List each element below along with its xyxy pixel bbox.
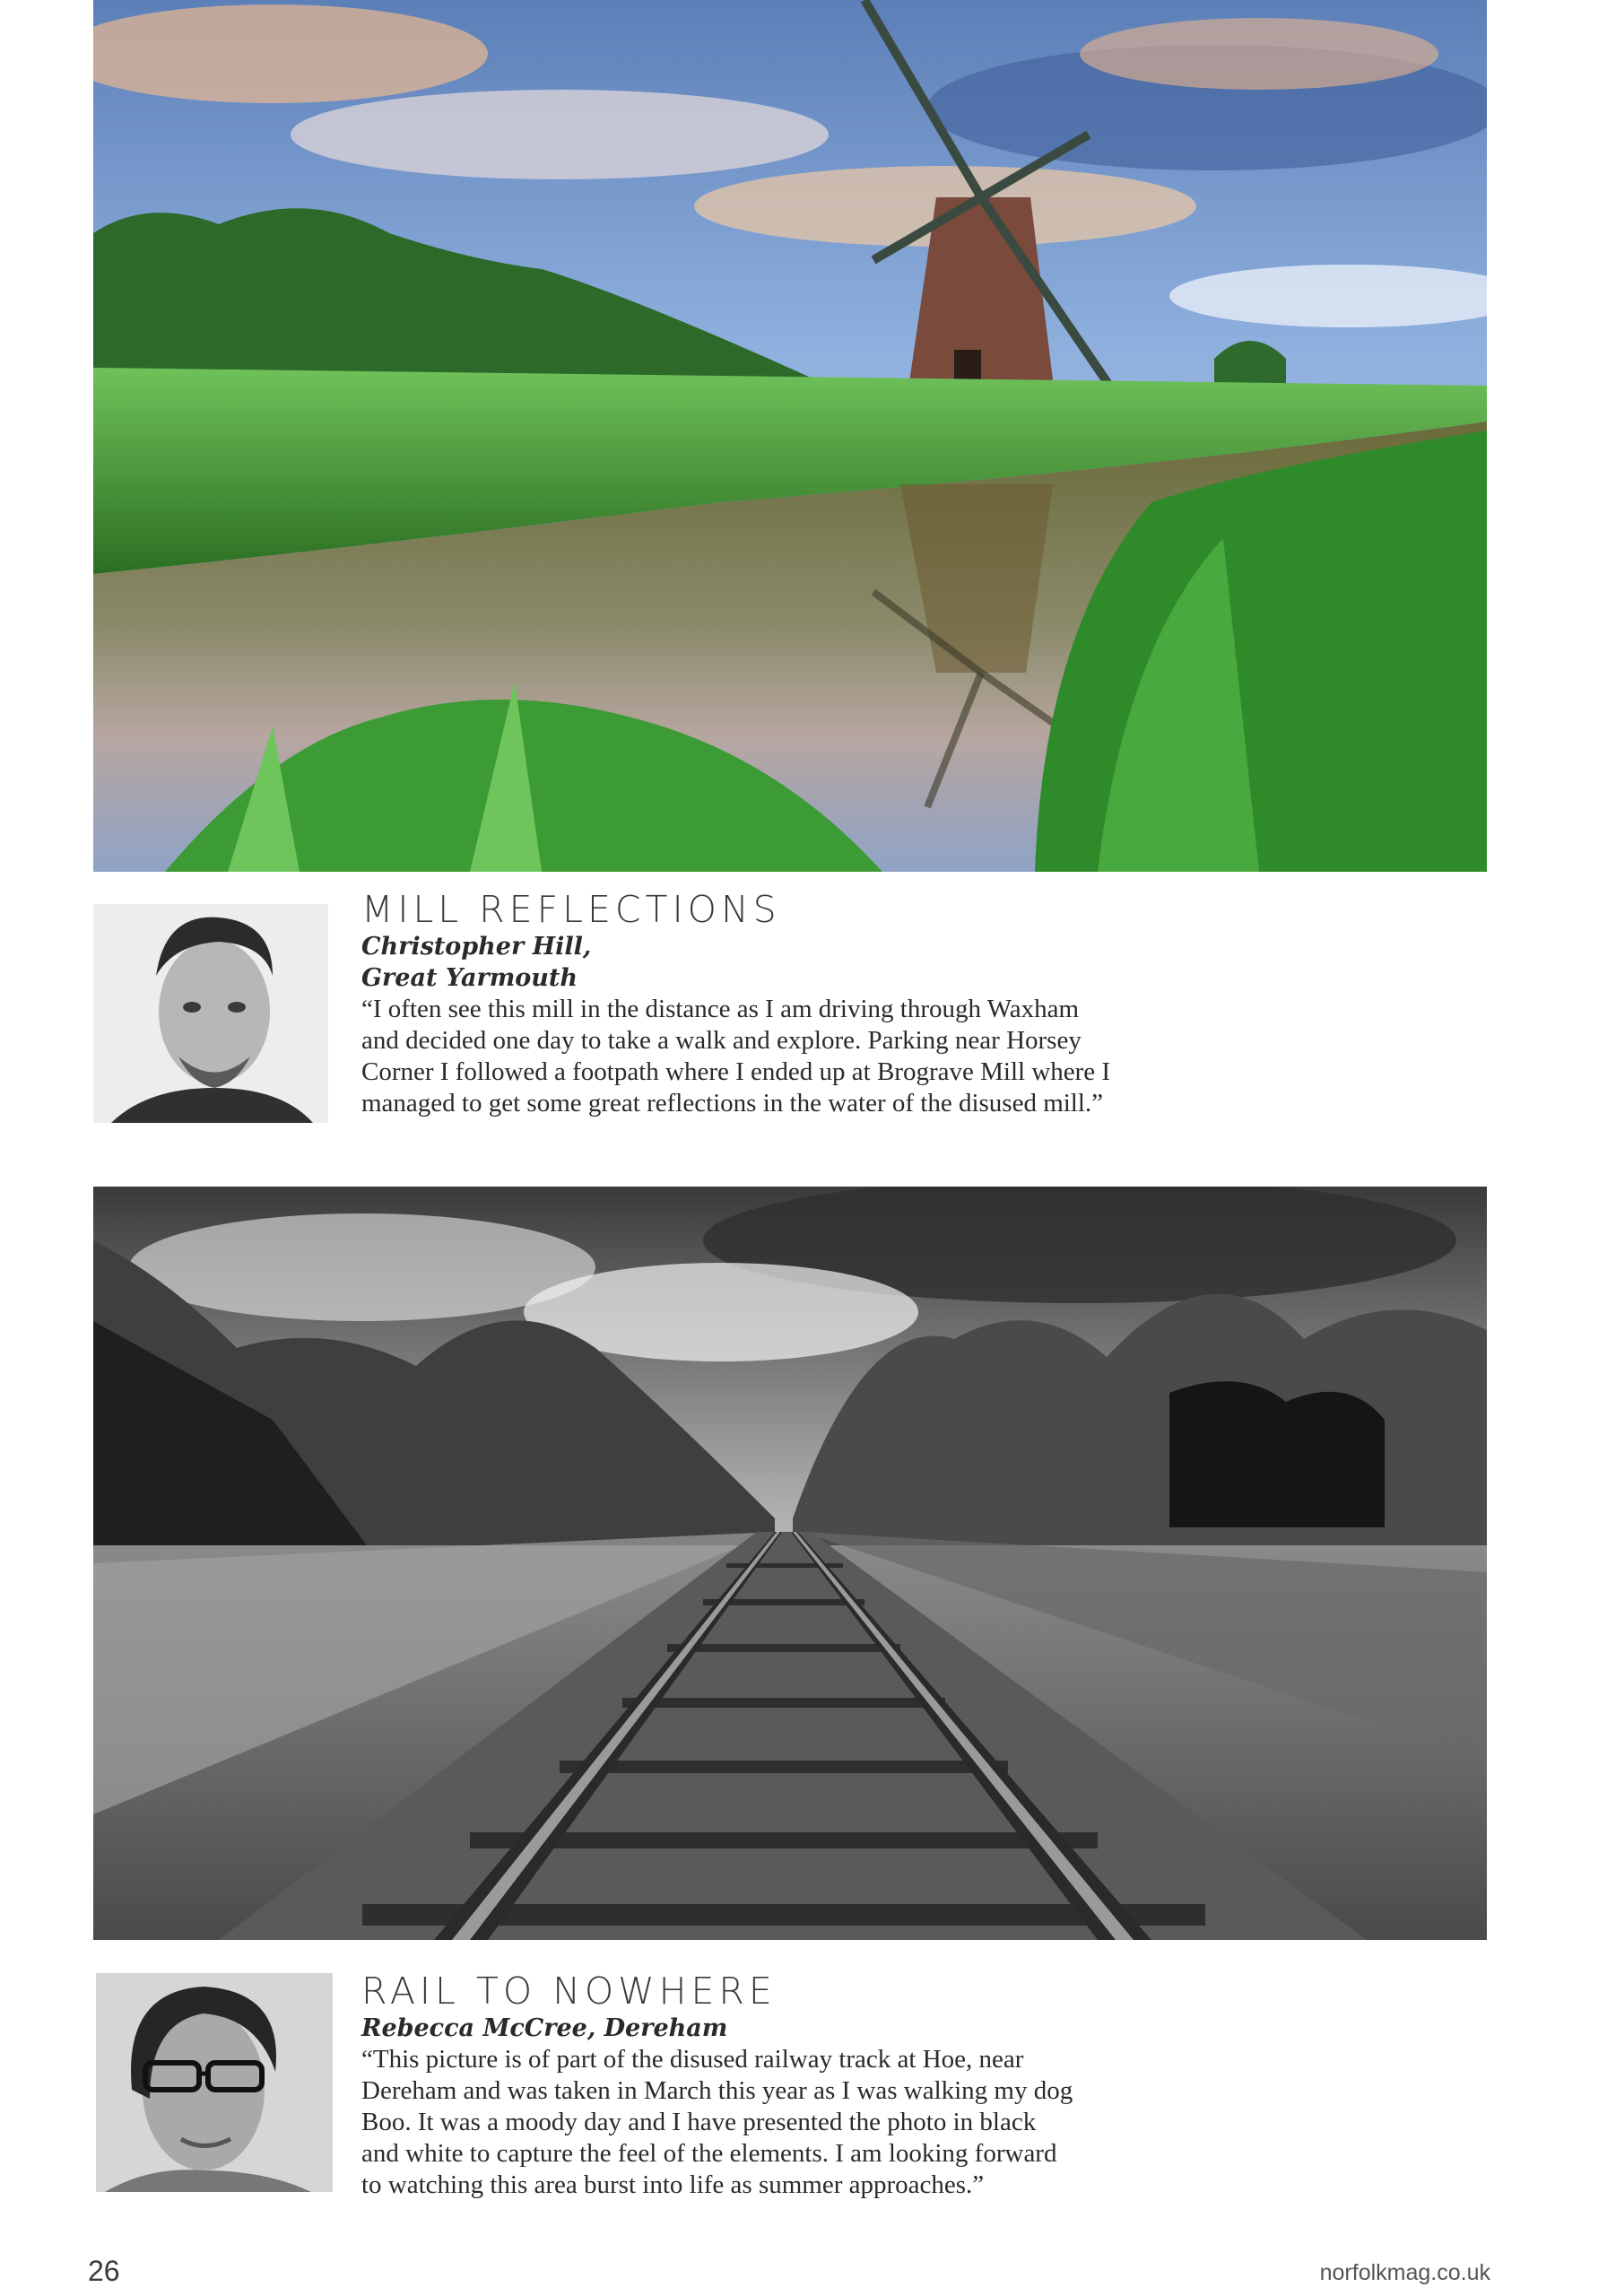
quote-line: and decided one day to take a walk and explore. Parking near Horsey bbox=[361, 1026, 1082, 1055]
rail-to-nowhere-entry bbox=[361, 1970, 1151, 2201]
photographer-quote bbox=[361, 2044, 1151, 2201]
site-url: norfolkmag.co.uk bbox=[1319, 2260, 1490, 2285]
page-number: 26 bbox=[88, 2255, 120, 2287]
quote-line: “I often see this mill in the distance as I am driving through Waxham bbox=[361, 995, 1080, 1023]
entry-title: RAIL TO NOWHERE bbox=[361, 1970, 777, 2013]
photographer-byline bbox=[361, 931, 1151, 994]
quote-line: Boo. It was a moody day and I have presented the photo in black bbox=[361, 2108, 1037, 2136]
quote-line: to watching this area burst into life as summer approaches.” bbox=[361, 2170, 985, 2199]
mill-reflections-entry bbox=[361, 888, 1151, 1119]
rail-to-nowhere-photo bbox=[93, 1187, 1487, 1940]
quote-line: Dereham and was taken in March this year as I was walking my dog bbox=[361, 2076, 1073, 2105]
mill-reflections-photo bbox=[93, 0, 1487, 872]
photographer-byline bbox=[361, 2013, 1151, 2044]
quote-line: and white to capture the feel of the elements. I am looking forward bbox=[361, 2139, 1057, 2168]
rebecca-mccree-portrait bbox=[96, 1973, 333, 2192]
byline-line: Great Yarmouth bbox=[361, 964, 578, 992]
quote-line: Corner I followed a footpath where I ended up at Brograve Mill where I bbox=[361, 1057, 1111, 1086]
quote-line: managed to get some great reflections in the water of the disused mill.” bbox=[361, 1089, 1104, 1118]
photographer-quote bbox=[361, 994, 1151, 1119]
entry-title: MILL REFLECTIONS bbox=[361, 888, 781, 931]
quote-line: “This picture is of part of the disused railway track at Hoe, near bbox=[361, 2045, 1024, 2074]
christopher-hill-portrait bbox=[93, 904, 328, 1123]
byline-line: Rebecca McCree, Dereham bbox=[361, 2014, 728, 2042]
byline-line: Christopher Hill, bbox=[361, 933, 592, 961]
